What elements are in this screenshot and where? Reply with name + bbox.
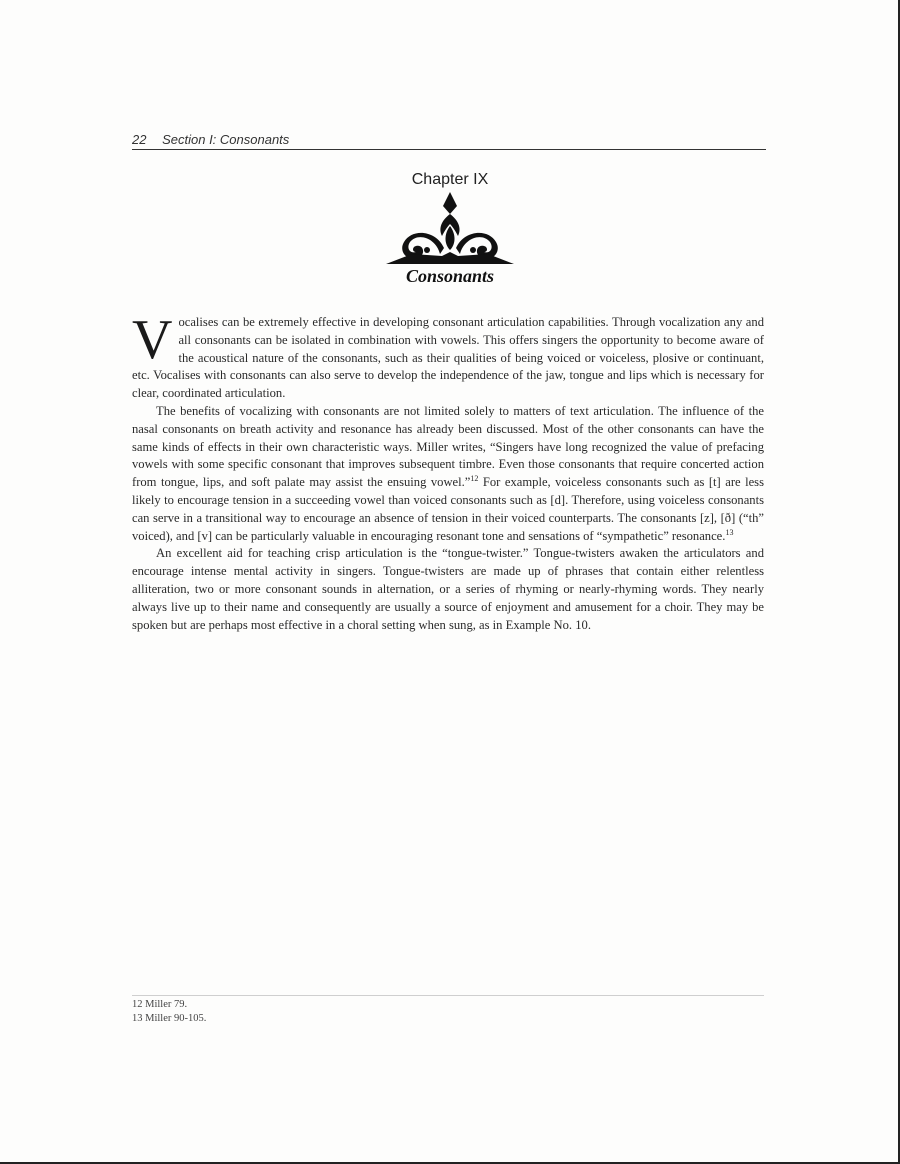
footnote-12: 12 Miller 79. — [132, 999, 188, 1010]
running-head — [132, 132, 766, 150]
paragraph-3: An excellent aid for teaching crisp articulation is the “tongue-twister.” Tongue-twisters awaken the articulators and encourage intense mental activity in singers. Tongue-twisters are made up of phrases that contain either relentless alliteration, two or more consonant sounds in alternation, or a series of rhyming or nearly-rhyming words. They nearly always live up to their name and consequently are usually a source of enjoyment and amusement for a choir. They may be spoken but are perhaps most effective in a choral setting when sung, as in Example No. 10. — [132, 546, 764, 632]
fleuron-ornament-icon — [382, 190, 518, 266]
footnote-ref-12[interactable]: 12 — [470, 474, 479, 484]
footnote-13: 13 Miller 90-105. — [132, 1013, 207, 1024]
chapter-label: Chapter IX — [411, 171, 489, 188]
page-number: 22 — [132, 132, 147, 147]
paragraph-2 — [132, 403, 764, 545]
chapter-title: Consonants — [405, 266, 495, 286]
body-text — [132, 309, 764, 634]
section-title: Section I: Consonants — [162, 132, 290, 147]
footnotes — [132, 998, 206, 1026]
paragraph-1-text: ocalises can be extremely effective in developing consonant articulation capabilities. Through vocalization any and all consonants can be isolated in combination with vowels. This offers singers the opportunity to become aware of the acoustical nature of the consonants, such as their qualities of being voiced or voiceless, plosive or continuant, etc. Vocalises with consonants can also serve to develop the independence of the jaw, tongue and lips which is necessary for clear, coordinated articulation. — [132, 315, 764, 401]
paragraph-2-text-b: For example, voiceless consonants such as [t] are less likely to encourage tension in a succeeding vowel than voiced consonants such as [d]. Therefore, using voiceless consonants can serve in a transitional way to encourage an absence of tension in their voiced counterparts. The consonants [z], [ð] (“th” voiced), and [v] can be particularly valuable in encouraging resonant tone and sensations of “sympathetic” resonance. — [132, 475, 764, 543]
footnote-divider — [132, 995, 764, 996]
paragraph-1 — [132, 309, 764, 403]
drop-cap: V — [132, 309, 173, 371]
paragraph-2-text-a: The benefits of vocalizing with consonants are not limited solely to matters of text articulation. The influence of the nasal consonants on breath activity and resonance has already been discussed. Most of the other consonants can have the same kinds of effects in their own characteristic ways. Miller writes, “Singers have long recognized the value of prefacing vowels with some specific consonant that improves subsequent timbre. Even those consonants that require concerted action from tongue, lips, and soft palate may assist the ensuing vowel.” — [132, 403, 764, 490]
footnote-ref-13[interactable]: 13 — [725, 527, 734, 537]
